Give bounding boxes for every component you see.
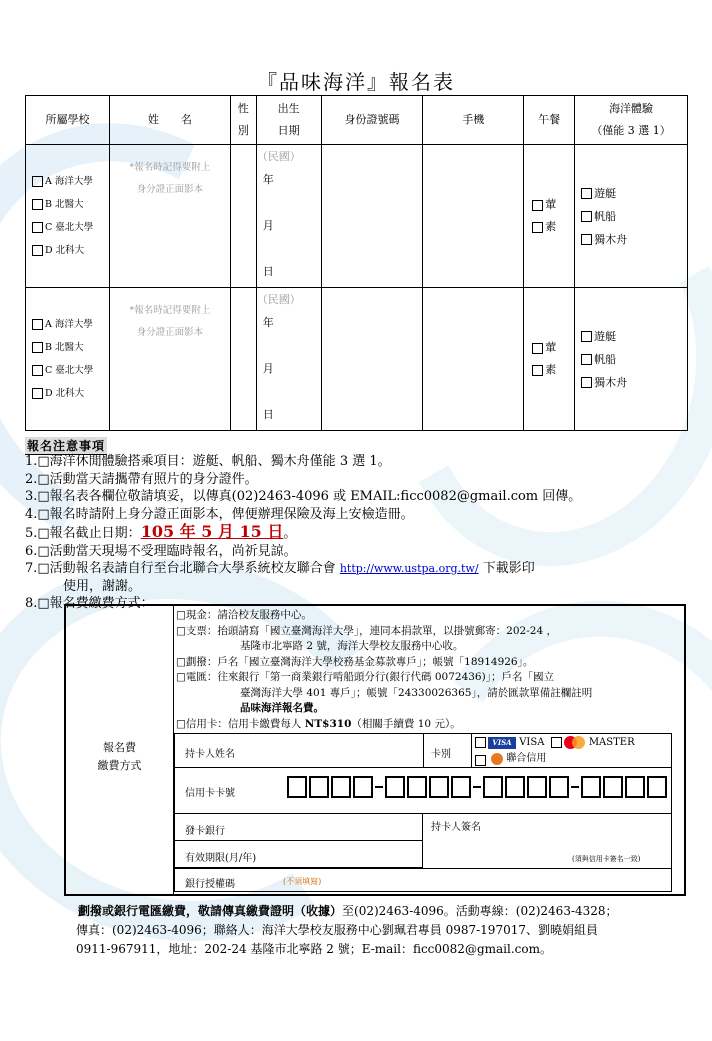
note-item: 7.□活動報名表請自行至台北聯合大學系統校友聯合會 http://www.ustpa.org.tw/ 下載影印: [25, 561, 535, 576]
download-link[interactable]: http://www.ustpa.org.tw/: [339, 562, 479, 575]
sea-option[interactable]: 獨木舟: [575, 228, 687, 251]
footer-contact: 劃撥或銀行電匯繳費，敬請傳真繳費證明（收據）至(02)2463-4096。活動專線：(02)2463-4328； 傳真：(02)2463-4096；聯絡人：海洋大學校友服務中心劉珮君專員 0987-197017、劉曉娟組員 0911-967911，地址：202-24 基隆市北寧路 2 號；E-mail：ficc0082@gmail.com。: [76, 904, 618, 956]
holder-name-label: 持卡人姓名: [185, 749, 235, 760]
pay-check[interactable]: □支票：抬頭請寫「國立臺灣海洋大學」，連同本捐款單，以掛號郵寄：202-24 ，: [176, 624, 557, 637]
auth-code-label: 銀行授權碼: [185, 879, 235, 890]
gender-field[interactable]: [230, 288, 256, 431]
school-option[interactable]: D 北科大: [26, 382, 109, 405]
school-options: [26, 145, 110, 288]
card-type-options: VISA VISA MASTER 聯合信用: [475, 736, 635, 766]
school-option[interactable]: B 北醫大: [26, 336, 109, 359]
sea-option[interactable]: 帆船: [575, 348, 687, 371]
header-mobile: 手機: [423, 96, 524, 145]
signature-note: (須與信用卡簽名一致): [572, 855, 641, 863]
dob-field[interactable]: （民國） 年 月 日: [256, 145, 321, 288]
issuing-bank-label: 發卡銀行: [185, 826, 225, 837]
payment-label: 報名費 繳費方式: [66, 606, 174, 894]
table-row: [26, 145, 688, 288]
header-id: 身份證號碼: [321, 96, 423, 145]
note-item: 5.□報名截止日期：105 年 5 月 15 日。: [25, 522, 297, 541]
school-options: [26, 288, 110, 431]
mobile-field[interactable]: [423, 288, 524, 431]
school-option[interactable]: C 臺北大學: [26, 216, 109, 239]
header-lunch: 午餐: [524, 96, 575, 145]
mastercard-icon: [564, 736, 586, 749]
table-header-row: [26, 96, 688, 145]
form-title: 『品味海洋』報名表: [257, 70, 455, 94]
dob-field[interactable]: （民國） 年 月 日: [256, 288, 321, 431]
header-gender: 性 別: [230, 96, 256, 145]
note-item: 4.□報名時請附上身分證正面影本，俾便辦理保險及海上安檢造冊。: [25, 506, 414, 522]
pay-postal[interactable]: □劃撥：戶名「國立臺灣海洋大學校務基金募款專戶」；帳號「18914926」。: [176, 655, 534, 668]
expiry-label: 有效期限(月/年): [185, 853, 257, 864]
id-number-field[interactable]: [321, 288, 423, 431]
note-item: 3.□報名表各欄位敬請填妥，以傳真(02)2463-4096 或 EMAIL:ficc0082@gmail.com 回傳。: [25, 489, 582, 504]
card-type-label: 卡別: [431, 749, 451, 760]
header-dob: 出生 日期: [256, 96, 321, 145]
school-option[interactable]: A 海洋大學: [26, 313, 109, 336]
school-option[interactable]: A 海洋大學: [26, 170, 109, 193]
note-item: 使用，謝謝。: [63, 578, 142, 594]
lunch-option[interactable]: 葷: [524, 337, 574, 359]
lunch-options: [524, 145, 575, 288]
school-option[interactable]: C 臺北大學: [26, 359, 109, 382]
credit-card-box: [174, 733, 672, 892]
signature-label: 持卡人簽名: [431, 822, 481, 833]
pay-credit[interactable]: □信用卡：信用卡繳費每人 NT$310（相關手續費 10 元）。: [176, 717, 461, 730]
school-option[interactable]: B 北醫大: [26, 193, 109, 216]
name-field[interactable]: *報名時記得要附上 身分證正面影本: [109, 145, 230, 288]
lunch-options: [524, 288, 575, 431]
pay-cash[interactable]: □現金：請洽校友服務中心。: [176, 609, 312, 621]
note-item: 6.□活動當天現場不受理臨時報名，尚祈見諒。: [25, 543, 297, 559]
payment-section: [64, 604, 686, 896]
lunch-option[interactable]: 葷: [524, 194, 574, 216]
sea-options: [575, 288, 688, 431]
visa-checkbox[interactable]: [475, 737, 486, 748]
table-row: [26, 288, 688, 431]
sea-option[interactable]: 遊艇: [575, 182, 687, 205]
auth-code-note: (不須填寫): [283, 877, 322, 886]
lunch-option[interactable]: 素: [524, 216, 574, 238]
id-number-field[interactable]: [321, 145, 423, 288]
school-option[interactable]: D 北科大: [26, 239, 109, 262]
lunch-option[interactable]: 素: [524, 359, 574, 381]
note-item: 1.□海洋休閒體驗搭乘項目：遊艇、帆船、獨木舟僅能 3 選 1。: [25, 454, 391, 469]
pay-wire[interactable]: □電匯：往來銀行「第一商業銀行啃船頭分行(銀行代碼 0072436)」；戶名「國立: [176, 671, 554, 683]
note-item: 2.□活動當天請攜帶有照片的身分證件。: [25, 471, 258, 487]
gender-field[interactable]: [230, 145, 256, 288]
sea-option[interactable]: 獨木舟: [575, 371, 687, 394]
payment-methods: □現金：請洽校友服務中心。 □支票：抬頭請寫「國立臺灣海洋大學」，連同本捐款單，以掛號郵寄：202-24 ， 基隆市北寧路 2 號，海洋大學校友服務中心收。 □劃撥：戶名「國立臺灣海洋大學校務基金募款專戶」；帳號「18914926」。 □電匯：往來銀行「第一商業銀行啃船頭分行(銀行代碼 0072436)」；戶名「國立 臺灣海洋大學 401 專戶」；帳號「24330026365」，請於匯款單備註欄註明 品味海洋報名費。 □信用卡：信用卡繳費每人 NT$310（相關手續費 10 元）。: [176, 608, 681, 732]
notes-heading: 報名注意事項: [27, 439, 106, 453]
card-number-boxes[interactable]: [287, 776, 669, 798]
visa-icon: VISA: [488, 737, 516, 749]
name-field[interactable]: *報名時記得要附上 身分證正面影本: [109, 288, 230, 431]
sea-option[interactable]: 遊艇: [575, 325, 687, 348]
union-card-icon: [491, 753, 503, 765]
mobile-field[interactable]: [423, 145, 524, 288]
union-checkbox[interactable]: [475, 755, 486, 766]
header-school: 所屬學校: [26, 96, 110, 145]
sea-option[interactable]: 帆船: [575, 205, 687, 228]
header-sea-experience: 海洋體驗 （僅能 3 選 1）: [575, 96, 688, 145]
deadline-date: 105 年 5 月 15 日: [140, 522, 284, 541]
master-checkbox[interactable]: [551, 737, 562, 748]
notes-list: [25, 453, 695, 613]
registration-table: [25, 95, 688, 431]
header-name: 姓 名: [109, 96, 230, 145]
sea-options: [575, 145, 688, 288]
card-number-label: 信用卡卡號: [185, 788, 235, 799]
note-item: 8.□報名費繳費方式：: [25, 596, 154, 611]
